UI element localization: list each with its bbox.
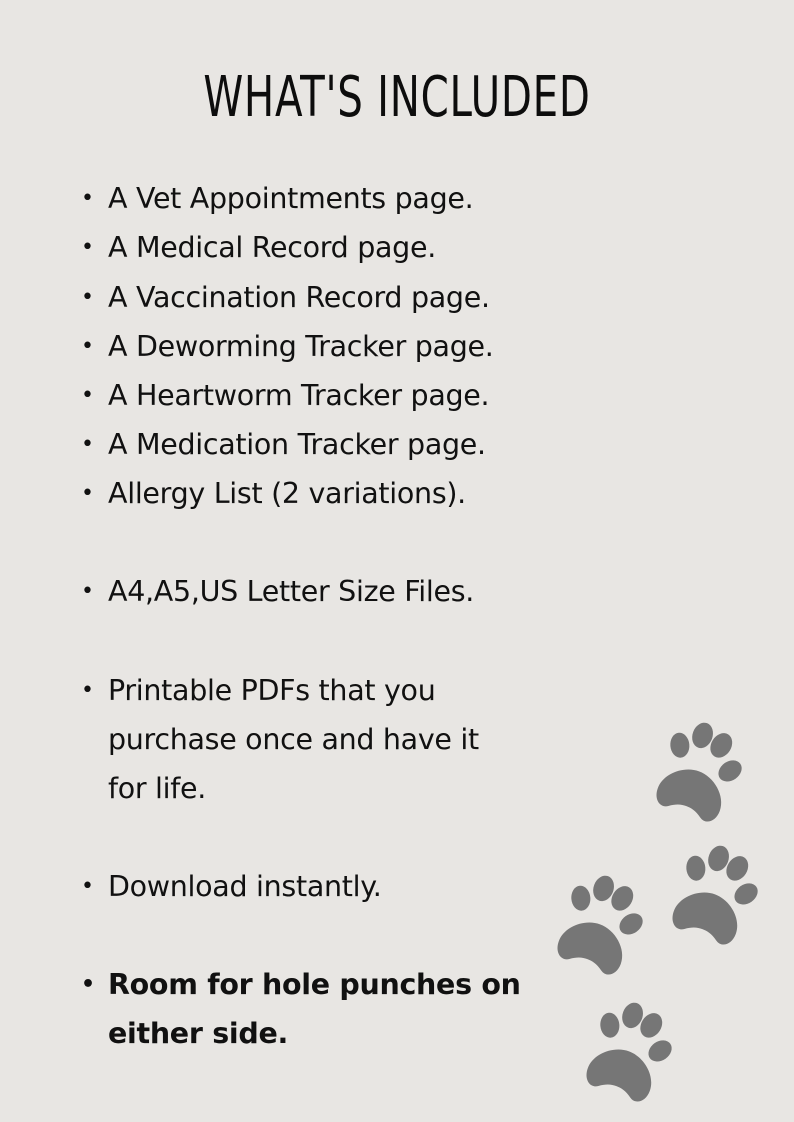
bullet-icon: • [81,972,95,997]
bullet-icon: • [81,383,94,408]
list-item-hole-punches [81,960,578,1058]
bullet-icon: • [81,432,94,457]
list-item-text: A Vet Appointments page. [108,182,474,215]
list-item-vet-appointments [81,174,578,223]
list-item-file-sizes [81,567,578,616]
page-title: WHAT'S INCLUDED [203,65,591,130]
list-item-printable-pdfs [81,666,578,813]
bullet-icon: • [81,579,94,604]
list-item-text: A Medication Tracker page. [108,428,486,461]
paw-print-icon [645,712,756,828]
list-item-vaccination-record [81,273,578,322]
list-item-line: Room for hole punches on [108,968,521,1001]
list-item-heartworm-tracker [81,371,578,420]
bullet-icon: • [81,285,94,310]
list-item-allergy-list [81,469,578,518]
list-item-line: Printable PDFs that you [108,674,436,707]
bullet-icon: • [81,874,94,899]
list-item-text: Allergy List (2 variations). [108,477,466,510]
list-item-line: either side. [108,1017,289,1050]
bullet-icon: • [81,678,94,703]
list-item-download-instantly [81,862,578,911]
bullet-icon: • [81,186,94,211]
list-item-line: for life. [108,772,207,805]
list-item-medication-tracker [81,420,578,469]
paw-print-icon [661,835,772,951]
bullet-icon: • [81,334,94,359]
list-item-text: A Deworming Tracker page. [108,330,494,363]
list-item-text: A4,A5,US Letter Size Files. [108,575,475,608]
list-item-line: purchase once and have it [108,723,479,756]
list-item-text: A Medical Record page. [108,231,436,264]
list-item-text: Download instantly. [108,870,382,903]
list-item-medical-record [81,223,578,272]
list-item-text: A Vaccination Record page. [108,281,490,314]
bullet-icon: • [81,481,94,506]
list-item-deworming-tracker [81,322,578,371]
list-item-text: A Heartworm Tracker page. [108,379,490,412]
bullet-icon: • [81,235,94,260]
paw-print-icon [575,992,686,1108]
